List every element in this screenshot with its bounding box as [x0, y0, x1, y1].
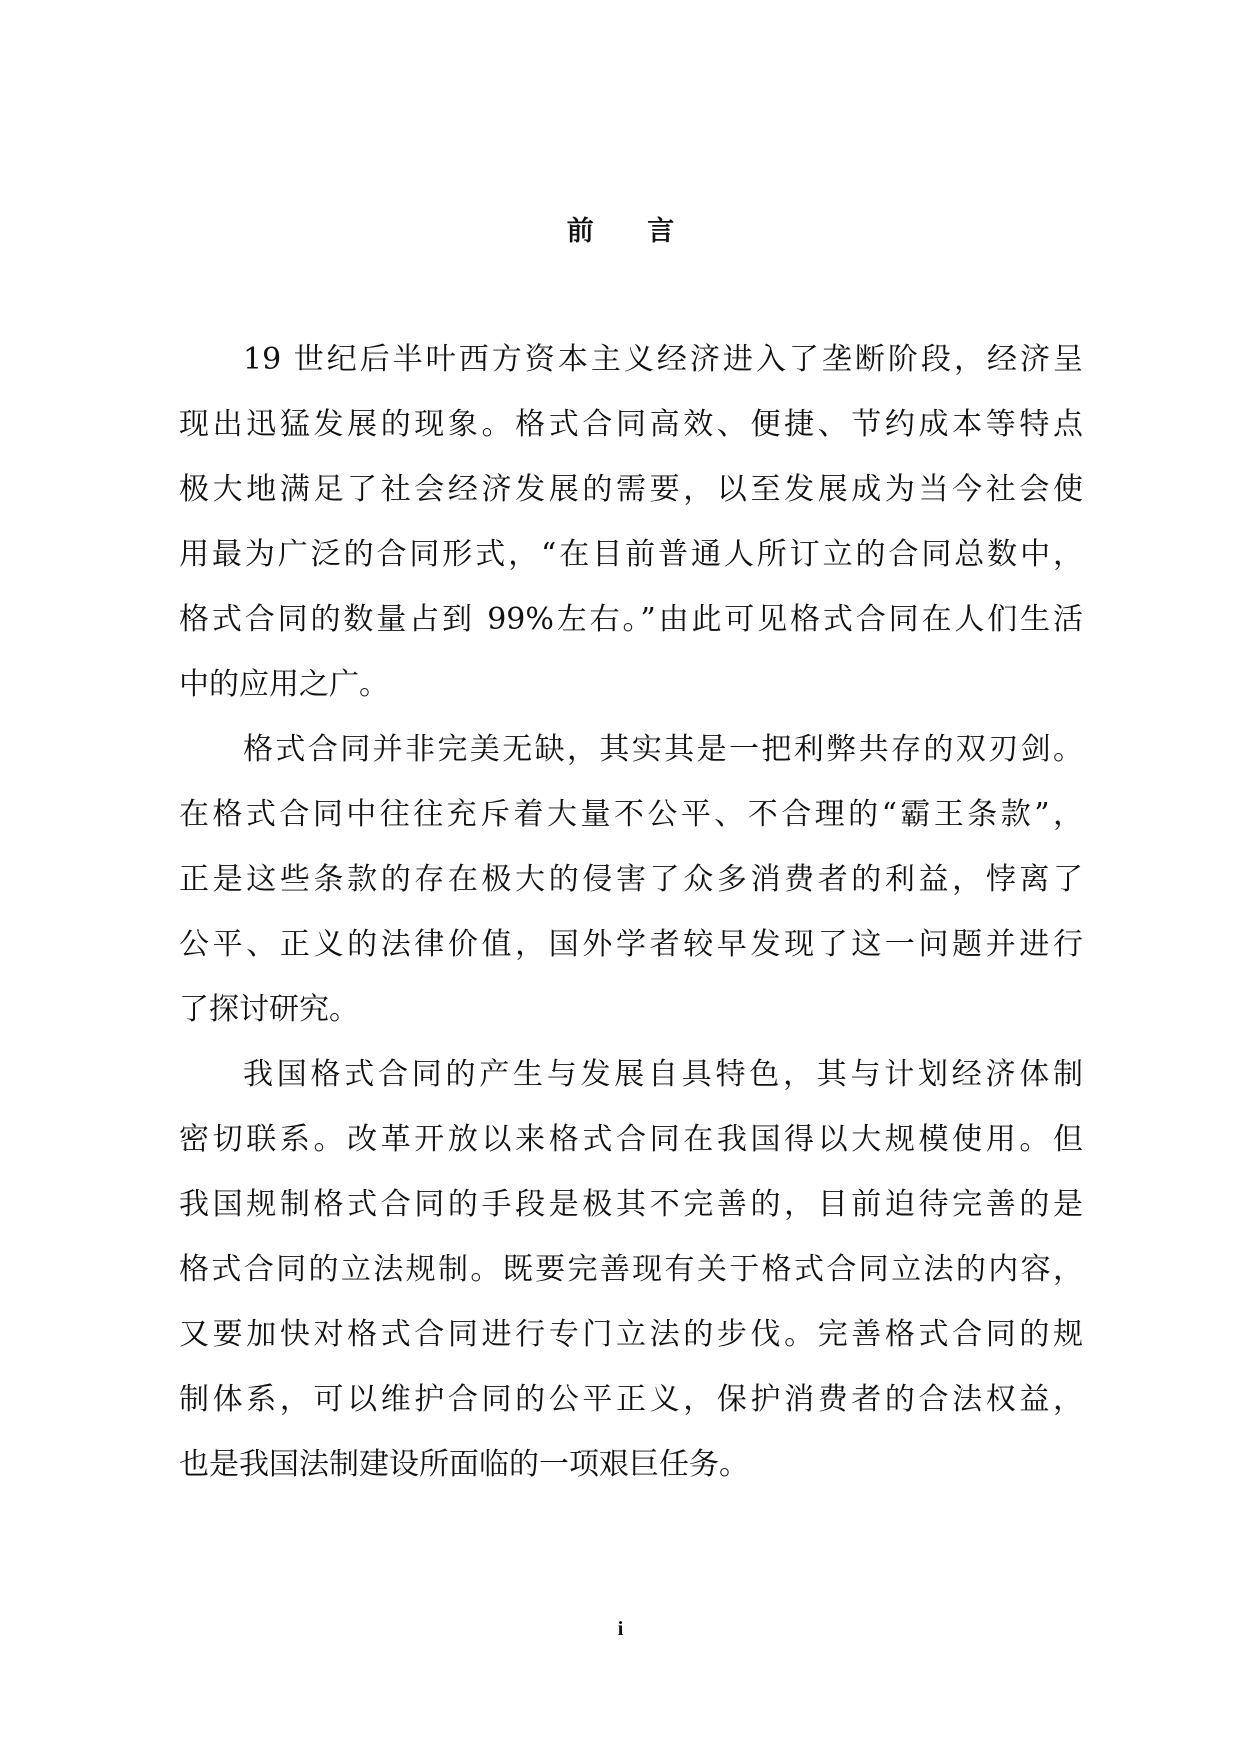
paragraph	[179, 1055, 1083, 1510]
text-line: 正是这些条款的存在极大的侵害了众多消费者的利益，悖离了	[179, 862, 1083, 897]
page-number: i	[617, 1618, 624, 1640]
text-line: 在格式合同中往往充斥着大量不公平、不合理的“霸王条款”，	[179, 797, 1083, 832]
text-line: 格式合同的立法规制。既要完善现有关于格式合同立法的内容，	[179, 1252, 1083, 1287]
text-line: 公平、正义的法律价值，国外学者较早发现了这一问题并进行	[179, 927, 1083, 962]
paragraph	[179, 340, 1083, 730]
page-title: 前 言	[566, 216, 697, 247]
text-line: 现出迅猛发展的现象。格式合同高效、便捷、节约成本等特点	[179, 407, 1083, 442]
text-line: 我国规制格式合同的手段是极其不完善的，目前迫待完善的是	[179, 1187, 1083, 1222]
text-line: 用最为广泛的合同形式，“在目前普通人所订立的合同总数中，	[179, 537, 1083, 572]
text-line: 也是我国法制建设所面临的一项艰巨任务。	[179, 1447, 749, 1482]
text-line: 又要加快对格式合同进行专门立法的步伐。完善格式合同的规	[179, 1317, 1083, 1352]
text-line: 我国格式合同的产生与发展自具特色，其与计划经济体制	[243, 1057, 1083, 1092]
text-line: 格式合同的数量占到 99%左右。”由此可见格式合同在人们生活	[179, 602, 1083, 637]
text-line: 了探讨研究。	[179, 992, 359, 1027]
paragraph	[179, 730, 1083, 1055]
text-line: 制体系，可以维护合同的公平正义，保护消费者的合法权益，	[179, 1382, 1083, 1417]
text-line: 19 世纪后半叶西方资本主义经济进入了垄断阶段，经济呈	[243, 342, 1083, 377]
text-line: 密切联系。改革开放以来格式合同在我国得以大规模使用。但	[179, 1122, 1083, 1157]
text-line: 格式合同并非完美无缺，其实其是一把利弊共存的双刃剑。	[243, 732, 1083, 767]
body-text	[179, 340, 1083, 1510]
text-line: 中的应用之广。	[179, 667, 389, 702]
text-line: 极大地满足了社会经济发展的需要，以至发展成为当今社会使	[179, 472, 1083, 507]
